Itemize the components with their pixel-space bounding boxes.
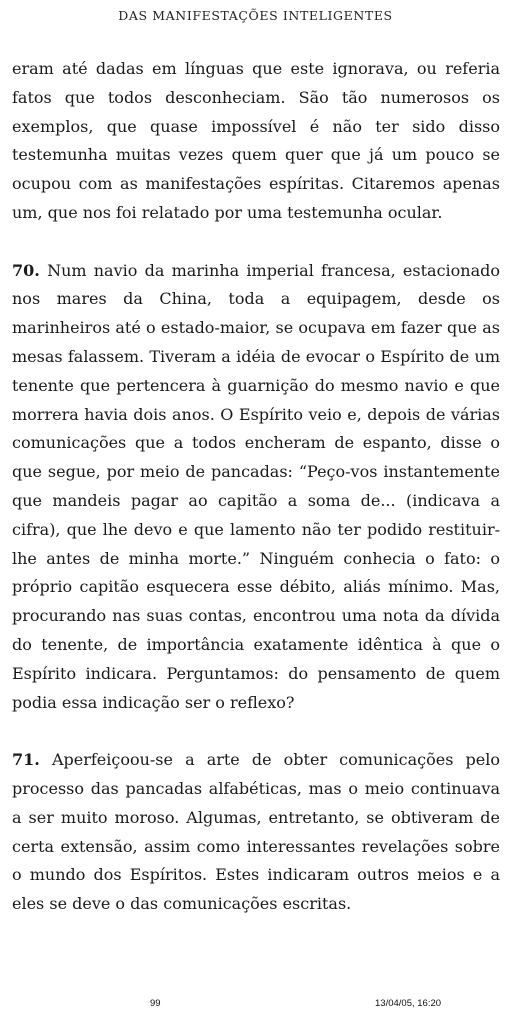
paragraph-continuation bbox=[12, 55, 500, 228]
footer-page-number: 99 bbox=[150, 998, 161, 1009]
running-header-title: DAS MANIFESTAÇÕES INTELIGENTES bbox=[118, 8, 393, 23]
page-body bbox=[12, 55, 500, 919]
paragraph-text: Aperfeiçoou-se a arte de obter comunicações pelo processo das pancadas alfabéticas, mas o meio continuava a ser muito moroso. Algumas, entretanto, se obtiveram de certa extensão, assim como interessantes revelações sobre o mundo dos Espíritos. Estes indicaram outros meios e a eles se deve o das comunicações escritas. bbox=[12, 750, 500, 914]
footer-timestamp: 13/04/05, 16:20 bbox=[375, 998, 442, 1009]
paragraph-text: Num navio da marinha imperial francesa, estacionado nos mares da China, toda a equipagem, desde os marinheiros até o estado-maior, se ocupava em fazer que as mesas falassem. Tiveram a idéia de evocar o Espírito de um tenente que pertencera à guarnição do mesmo navio e que morrera havia dois anos. O Espírito veio e, depois de várias comunicações que a todos encheram de espanto, disse o que segue, por meio de pancadas: “Peço-vos instantemente que mandeis pagar ao capitão a soma de... (indicava a cifra), que lhe devo e que lamento não ter podido restituir-lhe antes de minha morte.” Ninguém conhecia o fato: o próprio capitão esquecera esse débito, aliás mínimo. Mas, procurando nas suas contas, encontrou uma nota da dívida do tenente, de importância exatamente idêntica à que o Espírito indicara. Perguntamos: do pensamento de quem podia essa indicação ser o reflexo? bbox=[12, 260, 500, 712]
paragraph-text: eram até dadas em línguas que este ignorava, ou referia fatos que todos desconheciam. São tão numerosos os exemplos, que quase impossível é não ter sido disso testemunha muitas vezes quem quer que já um pouco se ocupou com as manifestações espíritas. Citaremos apenas um, que nos foi relatado por uma testemunha ocular. bbox=[12, 59, 500, 222]
paragraph-70 bbox=[12, 257, 500, 718]
paragraph-71 bbox=[12, 746, 500, 919]
paragraph-number: 70. bbox=[12, 260, 40, 280]
paragraph-number: 71. bbox=[12, 750, 40, 770]
